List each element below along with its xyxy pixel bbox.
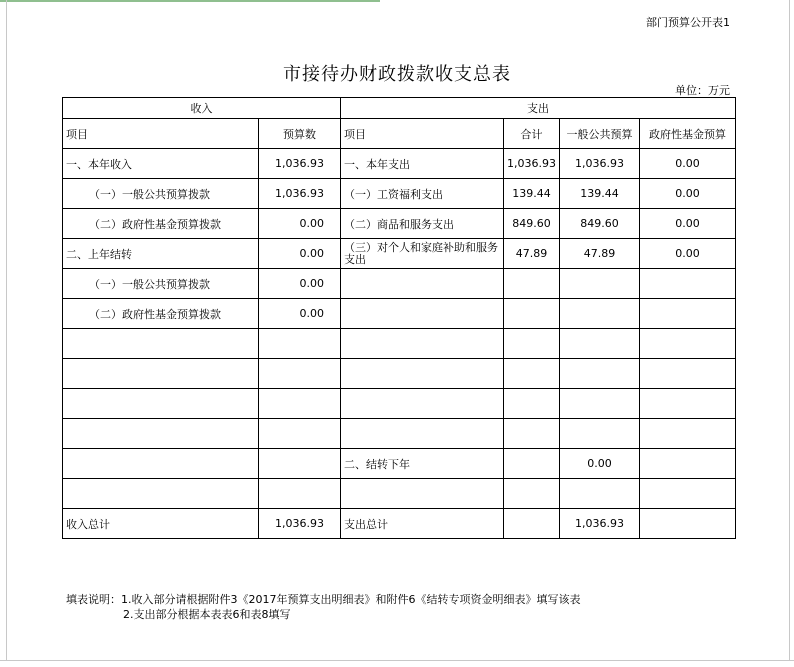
income-item-cell	[63, 479, 259, 509]
income-value-cell	[259, 389, 341, 419]
totals-row	[63, 509, 736, 539]
expense-general-cell	[559, 479, 639, 509]
expense-item-cell	[341, 269, 504, 299]
expense-item-cell: （二）商品和服务支出	[341, 209, 504, 239]
col-expense-total: 合计	[504, 119, 560, 149]
income-item-cell: 二、上年结转	[63, 239, 259, 269]
expense-item-cell	[341, 389, 504, 419]
expense-general-cell: 139.44	[559, 179, 639, 209]
expense-general-cell	[559, 359, 639, 389]
expense-total-cell	[504, 479, 560, 509]
income-total-label: 收入总计	[63, 509, 259, 539]
expense-fund-cell	[639, 389, 735, 419]
expense-fund-sum	[639, 509, 735, 539]
income-item-cell: （一）一般公共预算拨款	[63, 179, 259, 209]
expense-general-cell	[559, 329, 639, 359]
expense-item-cell	[341, 329, 504, 359]
table-row	[63, 239, 736, 269]
expense-fund-cell	[639, 329, 735, 359]
income-item-cell	[63, 419, 259, 449]
expense-fund-cell	[639, 449, 735, 479]
expense-total-label: 支出总计	[341, 509, 504, 539]
left-border	[6, 0, 7, 660]
right-border	[789, 0, 790, 660]
expense-total-cell	[504, 389, 560, 419]
expense-item-cell: 一、本年支出	[341, 149, 504, 179]
income-item-cell: （二）政府性基金预算拨款	[63, 209, 259, 239]
header-row-1	[63, 98, 736, 119]
unit-label: 单位：万元	[675, 84, 730, 97]
col-expense-fund: 政府性基金预算	[639, 119, 735, 149]
expense-total-cell	[504, 329, 560, 359]
expense-general-cell	[559, 299, 639, 329]
income-value-cell: 0.00	[259, 299, 341, 329]
expense-general-cell	[559, 269, 639, 299]
page-title: 市接待办财政拨款收支总表	[283, 64, 511, 85]
income-value-cell: 0.00	[259, 239, 341, 269]
expense-fund-cell	[639, 299, 735, 329]
expense-fund-cell	[639, 479, 735, 509]
table-row	[63, 209, 736, 239]
income-value-cell	[259, 329, 341, 359]
expense-total-cell: 849.60	[504, 209, 560, 239]
expense-item-cell	[341, 479, 504, 509]
expense-item-cell: （一）工资福利支出	[341, 179, 504, 209]
expense-fund-cell: 0.00	[639, 179, 735, 209]
budget-table	[62, 97, 736, 539]
col-expense-general: 一般公共预算	[559, 119, 639, 149]
expense-fund-cell: 0.00	[639, 209, 735, 239]
expense-total-cell: 47.89	[504, 239, 560, 269]
expense-fund-cell	[639, 269, 735, 299]
expense-total-cell	[504, 419, 560, 449]
income-total-value: 1,036.93	[259, 509, 341, 539]
income-item-cell: （二）政府性基金预算拨款	[63, 299, 259, 329]
income-item-cell	[63, 449, 259, 479]
expense-general-cell	[559, 389, 639, 419]
note-line-2: 2.支出部分根据本表表6和表8填写	[123, 608, 291, 621]
income-item-cell: （一）一般公共预算拨款	[63, 269, 259, 299]
expense-item-cell: 二、结转下年	[341, 449, 504, 479]
income-value-cell: 0.00	[259, 269, 341, 299]
expense-total-sum	[504, 509, 560, 539]
table-row	[63, 359, 736, 389]
income-item-cell	[63, 359, 259, 389]
income-value-cell: 1,036.93	[259, 179, 341, 209]
header-row-2	[63, 119, 736, 149]
expense-total-cell: 139.44	[504, 179, 560, 209]
expense-general-sum: 1,036.93	[559, 509, 639, 539]
table-row	[63, 329, 736, 359]
expense-item-cell	[341, 299, 504, 329]
income-value-cell: 1,036.93	[259, 149, 341, 179]
expense-fund-cell	[639, 419, 735, 449]
expense-total-cell	[504, 359, 560, 389]
bottom-border	[0, 660, 794, 661]
expense-item-cell	[341, 359, 504, 389]
income-value-cell	[259, 449, 341, 479]
income-value-cell	[259, 359, 341, 389]
table-row	[63, 149, 736, 179]
notes	[66, 592, 580, 622]
top-border-accent	[0, 0, 380, 2]
expense-fund-cell	[639, 359, 735, 389]
expense-general-cell: 849.60	[559, 209, 639, 239]
note-line-1: 填表说明：1.收入部分请根据附件3《2017年预算支出明细表》和附件6《结转专项资金明细表》填写该表	[66, 593, 581, 606]
expense-total-cell	[504, 299, 560, 329]
table-row	[63, 179, 736, 209]
expense-total-cell	[504, 449, 560, 479]
expense-item-cell: （三）对个人和家庭补助和服务支出	[341, 239, 504, 269]
table-row	[63, 269, 736, 299]
income-header: 收入	[63, 98, 341, 119]
table-row	[63, 449, 736, 479]
table-row	[63, 389, 736, 419]
table-row	[63, 419, 736, 449]
expense-total-cell: 1,036.93	[504, 149, 560, 179]
income-value-cell: 0.00	[259, 209, 341, 239]
expense-general-cell: 1,036.93	[559, 149, 639, 179]
expense-fund-cell: 0.00	[639, 149, 735, 179]
table-row	[63, 479, 736, 509]
col-income-item: 项目	[63, 119, 259, 149]
expense-item-cell	[341, 419, 504, 449]
expense-fund-cell: 0.00	[639, 239, 735, 269]
col-expense-item: 项目	[341, 119, 504, 149]
table-row	[63, 299, 736, 329]
expense-total-cell	[504, 269, 560, 299]
income-item-cell	[63, 329, 259, 359]
form-id: 部门预算公开表1	[646, 16, 730, 29]
income-value-cell	[259, 479, 341, 509]
income-item-cell	[63, 389, 259, 419]
income-item-cell: 一、本年收入	[63, 149, 259, 179]
expense-header: 支出	[341, 98, 736, 119]
col-income-budget: 预算数	[259, 119, 341, 149]
income-value-cell	[259, 419, 341, 449]
expense-general-cell: 47.89	[559, 239, 639, 269]
expense-general-cell	[559, 419, 639, 449]
expense-general-cell: 0.00	[559, 449, 639, 479]
